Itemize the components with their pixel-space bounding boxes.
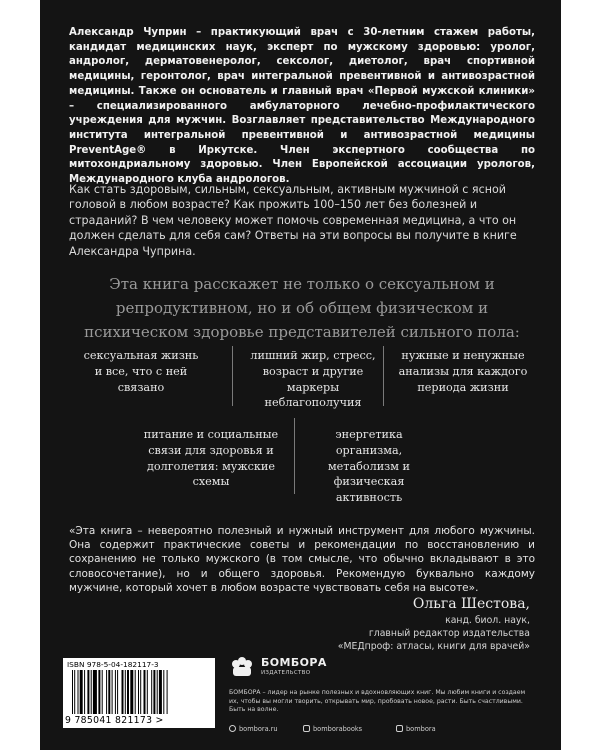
website-label: bombora.ru xyxy=(239,725,278,733)
barcode-bar xyxy=(151,670,152,714)
barcode-bar xyxy=(157,670,158,714)
social-icon xyxy=(303,725,310,732)
barcode-bar xyxy=(125,670,126,714)
barcode-bar xyxy=(159,670,162,714)
barcode-bar xyxy=(80,670,83,714)
barcode-bar xyxy=(106,670,107,714)
barcode-bar xyxy=(153,670,155,714)
barcode-bar xyxy=(127,670,129,714)
topic-item: сексуальная жизнь и все, что с ней связано xyxy=(83,349,199,394)
social-icon xyxy=(396,725,403,732)
reviewer-quote: «Эта книга – невероятно полезный и нужный инструмент для любого мужчины. Она содержит практические советы и рекомендации по восстановлению и сохранению не только мужского (в том смысле, что обычно вкладывают в это словосочетание), но и общего здоровья. Рекомендую буквально каждому мужчине, который хочет в любом возрасте чувствовать себя на высоте». xyxy=(69,525,535,594)
reviewer-position: главный редактор издательства xyxy=(368,628,530,639)
book-back-cover xyxy=(40,0,561,750)
author-bio: Александр Чуприн – практикующий врач с 30-летним стажем работы, кандидат медицинских наук, эксперт по мужскому здоровью: уролог, андролог, дерматовенеролог, сексолог, диетолог, врач спортивной медицины, геронтолог, врач интегральной превентивной и антивозрастной медицины. Также он основатель и главный врач «Первой мужской клиники» – специализированного амбулаторного лечебно-профилактического учреждения для мужчин. Возглавляет представительство Международного института интегральной превентивной и антивозрастной медицины PreventAge® в Иркутске. Член экспертного сообщества по митохондриальному здоровью. Член Европейской ассоциации урологов, Международного клуба андрологов. xyxy=(69,27,535,186)
topic-divider xyxy=(294,418,295,494)
barcode-bar xyxy=(72,670,73,714)
book-questions: Как стать здоровым, сильным, сексуальным, активным мужчиной с ясной головой в любом возрасте? Как прожить 100–150 лет без болезней и страданий? В чем человеку может помочь современная медицина, а что он должен сделать для себя сам? Ответы на эти вопросы вы получите в книге Александра Чуприна. xyxy=(69,183,517,258)
reviewer-degree: канд. биол. наук, xyxy=(445,615,530,626)
barcode-bar xyxy=(144,670,146,714)
reviewer-credentials xyxy=(260,614,530,653)
isbn-number: ISBN 978-5-04-182117-3 xyxy=(67,660,159,669)
topic-divider xyxy=(383,346,384,406)
topic-item: лишний жир, стресс, возраст и другие маркеры неблагополучия xyxy=(250,349,376,410)
reviewer-publisher: «МЕДпроф: атласы, книги для врачей» xyxy=(337,641,530,652)
social-label: bomborabooks xyxy=(313,725,363,733)
barcode-bar xyxy=(135,670,136,714)
barcode-bar xyxy=(115,670,116,714)
barcode-bar xyxy=(122,670,124,714)
barcode-bar xyxy=(74,670,75,714)
barcode-bar xyxy=(138,670,139,714)
bombora-logo-icon xyxy=(229,656,255,680)
barcode-bar xyxy=(84,670,85,714)
barcode-bar xyxy=(117,670,118,714)
publisher-logo-name: БОМБОРА xyxy=(261,656,327,669)
barcode-bar xyxy=(93,670,97,714)
reviewer-name: Ольга Шестова, xyxy=(412,596,530,612)
publisher-social-main xyxy=(396,725,436,733)
barcode-bar xyxy=(78,670,79,714)
topic-item: питание и социальные связи для здоровья и долголетия: мужские схемы xyxy=(143,428,279,489)
globe-icon xyxy=(229,725,236,732)
barcode-bar xyxy=(163,670,164,714)
topic-divider xyxy=(232,346,233,406)
barcode-bars xyxy=(72,670,206,714)
barcode-bar xyxy=(130,670,133,714)
publisher-tagline: БОМБОРА – лидер на рынке полезных и вдохновляющих книг. Мы любим книги и создаем их, чтобы вы могли творить, открывать мир, пробовать новое, расти. Быть счастливыми. Быть на волне. xyxy=(229,689,526,714)
barcode-bar xyxy=(147,670,148,714)
topic-item: нужные и ненужные анализы для каждого периода жизни xyxy=(398,349,528,394)
topics-intro: Эта книга расскажет не только о сексуальном и репродуктивном, но и об общем физическом и психическом здоровье представителей сильного пола: xyxy=(84,275,520,341)
barcode-bar xyxy=(108,670,110,714)
social-label: bombora xyxy=(406,725,436,733)
barcode-bar xyxy=(91,670,92,714)
barcode-bar xyxy=(98,670,100,714)
barcode-bar xyxy=(112,670,113,714)
barcode-bar xyxy=(140,670,141,714)
publisher-social-books xyxy=(303,725,362,733)
isbn-barcode xyxy=(63,658,215,728)
barcode-digits: 9 785041 821173 > xyxy=(65,715,164,726)
publisher-website xyxy=(229,725,278,733)
barcode-bar xyxy=(167,670,168,714)
barcode-bar xyxy=(87,670,89,714)
publisher-logo-subtitle: ИЗДАТЕЛЬСТВО xyxy=(261,670,311,676)
topic-item: энергетика организма, метаболизм и физическая активность xyxy=(327,428,411,505)
barcode-bar xyxy=(102,670,103,714)
